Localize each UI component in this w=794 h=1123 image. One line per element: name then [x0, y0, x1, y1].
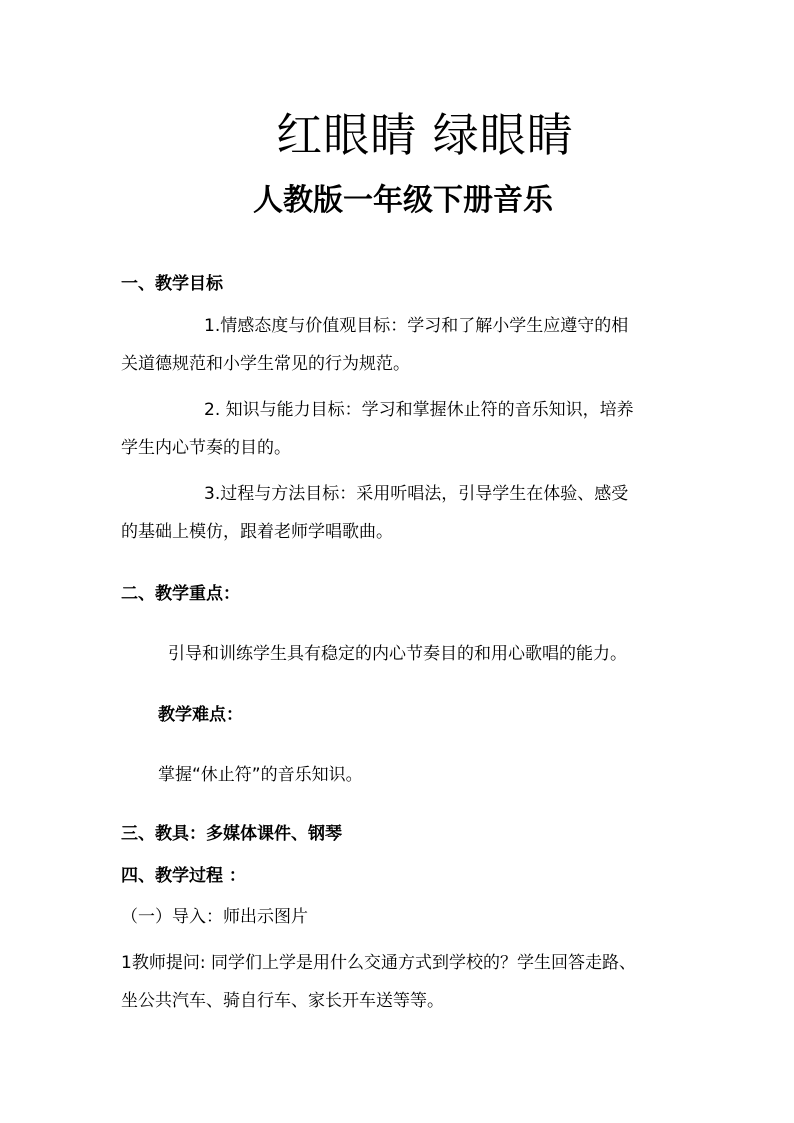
- section-heading-tools: 三、教具：多媒体课件、钢琴: [121, 824, 342, 844]
- goal-item-1-line-2: 关道德规范和小学生常见的行为规范。: [121, 354, 410, 374]
- difficulty-text: 掌握“休止符”的音乐知识。: [158, 765, 363, 785]
- section-heading-goals: 一、教学目标: [121, 274, 223, 294]
- goal-item-3-line-2: 的基础上模仿，跟着老师学唱歌曲。: [121, 522, 393, 542]
- process-step-1-line-1: 1教师提问: 同学们上学是用什么交通方式到学校的？学生回答走路、: [121, 953, 636, 973]
- key-points-text: 引导和训练学生具有稳定的内心节奏目的和用心歌唱的能力。: [168, 644, 627, 664]
- goal-item-1-line-1: 1.情感态度与价值观目标：学习和了解小学生应遵守的相: [204, 316, 629, 336]
- process-step-1-line-2: 坐公共汽车、骑自行车、家长开车送等等。: [121, 991, 444, 1011]
- goal-item-3-line-1: 3.过程与方法目标：采用听唱法，引导学生在体验、感受: [204, 484, 629, 504]
- difficulty-heading: 教学难点：: [158, 705, 243, 725]
- document-subtitle: 人教版一年级下册音乐: [253, 183, 553, 218]
- goal-item-2-line-1: 2. 知识与能力目标：学习和掌握休止符的音乐知识，培养: [204, 400, 634, 420]
- section-heading-process: 四、教学过程 ：: [121, 866, 246, 886]
- section-heading-key-points: 二、教学重点：: [121, 584, 240, 604]
- process-step-1-title: （一）导入：师出示图片: [121, 907, 308, 927]
- document-title: 红眼睛 绿眼睛: [276, 108, 574, 162]
- goal-item-2-line-2: 学生内心节奏的目的。: [121, 438, 291, 458]
